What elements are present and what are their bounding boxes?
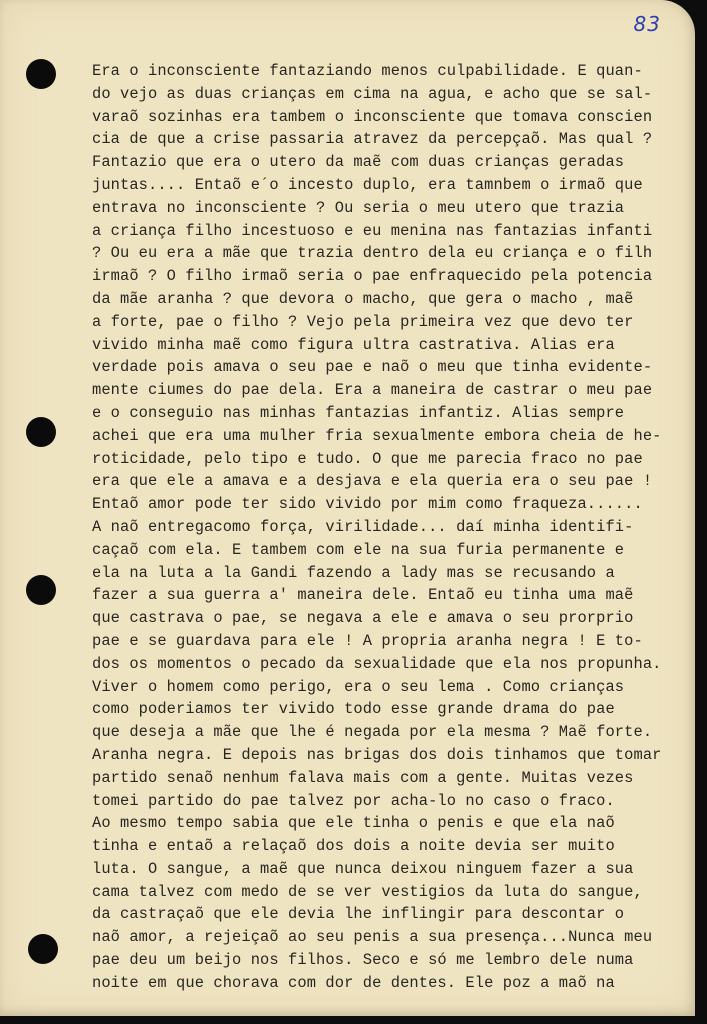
text-line: mente ciumes do pae dela. Era a maneira de castrar o meu pae [92,381,653,400]
text-line: achei que era uma mulher fria sexualmente embora cheia de he- [92,426,662,445]
text-line: Entaõ amor pode ter sido vivido por mim como fraqueza...... [92,495,643,514]
binder-hole-1 [26,59,56,89]
text-line: do vejo as duas crianças em cima na agua, e acho que se sal- [92,84,653,103]
text-line: vivido minha maẽ como figura ultra castrativa. Alias era [92,335,615,354]
text-line: pae deu um beijo nos filhos. Seco e só me lembro dele numa [92,951,634,970]
page-number: 83 [633,12,661,36]
text-line: caçaõ com ela. E tambem com ele na sua furia permanente e [92,540,625,559]
binder-hole-4 [28,934,58,964]
binder-hole-2 [26,417,56,447]
text-line: fazer a sua guerra a' maneira dele. Entaõ eu tinha uma maẽ [92,586,634,605]
text-line: naõ amor, a rejeiçaõ ao seu penis a sua presença...Nunca meu [92,928,653,947]
text-line: cama talvez com medo de se ver vestigios da luta do sangue, [92,882,643,901]
text-line: como poderiamos ter vivido todo esse grande drama do pae [92,700,615,719]
text-line: cia de que a crise passaria atravez da percepçaõ. Mas qual ? [92,130,653,149]
binder-hole-3 [26,575,56,605]
text-line: varaõ sozinhas era tambem o inconsciente que tomava conscien [92,107,653,126]
text-line: pae e se guardava para ele ! A propria aranha negra ! E to- [92,631,643,650]
text-line: a criança filho incestuoso e eu menina nas fantazias infanti [92,221,653,240]
text-line: roticidade, pelo tipo e tudo. O que me parecia fraco no pae [92,449,643,468]
text-line: que castrava o pae, se negava a ele e amava o seu prorprio [92,609,634,628]
typed-text-block [92,60,692,995]
text-line: era que ele a amava e a desjava e ela queria era o seu pae ! [92,472,653,491]
text-line: irmaõ ? O filho irmaõ seria o pae enfraquecido pela potencia [92,267,653,286]
text-line: A naõ entregacomo força, virilidade... daí minha identifi- [92,517,634,536]
text-line: Viver o homem como perigo, era o seu lema . Como crianças [92,677,625,696]
text-line: da castraçaõ que ele devia lhe inflingir para descontar o [92,905,625,924]
text-line: Aranha negra. E depois nas brigas dos dois tinhamos que tomar [92,745,662,764]
text-line: luta. O sangue, a maẽ que nunca deixou ninguem fazer a sua [92,859,634,878]
text-line: ? Ou eu era a mãe que trazia dentro dela eu criança e o filh [92,244,653,263]
text-line: a forte, pae o filho ? Vejo pela primeira vez que devo ter [92,312,634,331]
text-line: Ao mesmo tempo sabia que ele tinha o penis e que ela naõ [92,814,615,833]
text-line: juntas.... Entaõ e´o incesto duplo, era tamnbem o irmaõ que [92,175,643,194]
text-line: dos os momentos o pecado da sexualidade que ela nos propunha. [92,654,662,673]
text-line: tomei partido do pae talvez por acha-lo no caso o fraco. [92,791,615,810]
text-line: ela na luta a la Gandi fazendo a lady mas se recusando a [92,563,615,582]
text-line: entrava no inconsciente ? Ou seria o meu utero que trazia [92,198,625,217]
text-line: verdade pois amava o seu pae e naõ o meu que tinha evidente- [92,358,653,377]
text-line: Era o inconsciente fantaziando menos culpabilidade. E quan- [92,62,643,80]
text-line: partido senaõ nenhum falava mais com a gente. Muitas vezes [92,768,634,787]
text-line: Fantazio que era o utero da maẽ com duas crianças geradas [92,153,625,172]
text-line: que deseja a mãe que lhe é negada por ela mesma ? Maẽ forte. [92,723,653,742]
text-line: e o conseguio nas minhas fantazias infantiz. Alias sempre [92,403,625,422]
text-line: da mãe aranha ? que devora o macho, que gera o macho , maẽ [92,289,634,308]
text-line: noite em que chorava com dor de dentes. Ele poz a maõ na [92,973,615,992]
text-line: tinha e entaõ a relaçaõ dos dois a noite devia ser muito [92,837,615,856]
